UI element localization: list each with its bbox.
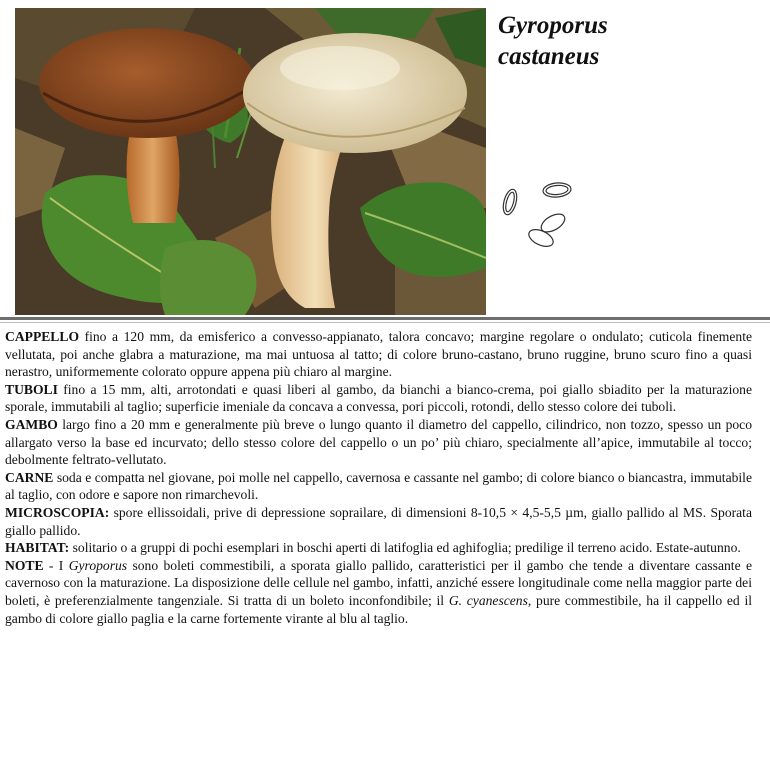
section-carne	[5, 469, 752, 504]
section-microscopia	[5, 504, 752, 539]
title-genus: Gyroporus	[498, 12, 608, 39]
species-title	[498, 10, 758, 72]
section-cappello	[5, 328, 752, 381]
label-note: NOTE	[5, 557, 44, 573]
section-tuboli	[5, 381, 752, 416]
label-habitat: HABITAT:	[5, 540, 70, 556]
text-tuboli: fino a 15 mm, alti, arrotondati e quasi liberi al gambo, da bianchi a bianco-crema, poi giallo sbiadito per la maturazione sporale, immutabili al taglio; superficie imeniale da concava a convessa, pori piccoli, rotondi, dello stesso colore dei tuboli.	[5, 381, 752, 415]
description	[5, 328, 752, 627]
text-gambo: largo fino a 20 mm e generalmente più breve o lungo quanto il diametro del cappello, cilindrico, non tozzo, spesso un poco allargato verso la base ed incurvato; dello stesso colore del cappello o un po’ più chiaro, specialmente all’apice, immutabile al tocco; debolmente feltrato-vellutato.	[5, 416, 752, 468]
mushroom-photo	[15, 8, 486, 315]
text-note-species: G. cyanescens	[448, 592, 528, 608]
text-note-genus: Gyroporus	[68, 557, 128, 573]
section-note	[5, 557, 752, 627]
text-note-a: - I	[43, 557, 69, 573]
label-cappello: CAPPELLO	[5, 329, 80, 344]
text-habitat: solitario o a gruppi di pochi esemplari in boschi aperti di latifoglia ed aghifoglia; predilige il terreno acido. Estate-autunno.	[69, 540, 741, 556]
text-cappello: fino a 120 mm, da emisferico a convesso-appianato, talora concavo; margine regolare o ondulato; cuticola finemente vellutata, poi anche glabra a maturazione, ma mai untuosa al tatto; di colore bruno-castano, bruno ruggine, bruno scuro fino a quasi nerastro, uniformemente colorato oppure appena più chiaro al margine.	[5, 329, 752, 380]
text-note-c: , pure commestibile, ha il cappello ed il gambo di colore giallo paglia e la carne fortemente virante al blu al taglio.	[5, 592, 753, 626]
section-gambo	[5, 416, 752, 469]
text-carne: soda e compatta nel giovane, poi molle nel cappello, cavernosa e cassante nel gambo; di colore bianco o biancastra, immutabile al taglio, con odore e sapore non rimarchevoli.	[5, 469, 752, 503]
text-note-b: sono boleti commestibili, a sporata giallo pallido, caratteristici per il gambo che tende a diventare cassante e cavernoso con la maturazione. La disposizione delle cellule nel gambo, infatti, anziché essere longitudinale come nella maggior parte dei boleti, è preferenzialmente tangenziale. Si tratta di un boleto inconfondibile; il	[5, 557, 752, 608]
text-microscopia: spore ellissoidali, prive di depressione soprailare, di dimensioni 8-10,5 × 4,5-5,5 µm, giallo pallido al MS. Sporata giallo pallido.	[5, 504, 752, 538]
spore-drawing	[495, 175, 585, 255]
label-carne: CARNE	[5, 469, 54, 485]
label-gambo: GAMBO	[5, 416, 58, 432]
label-tuboli: TUBOLI	[5, 381, 58, 397]
label-microscopia: MICROSCOPIA:	[5, 504, 110, 520]
section-habitat	[5, 539, 752, 557]
title-epithet: castaneus	[498, 43, 600, 70]
section-divider	[0, 317, 770, 323]
